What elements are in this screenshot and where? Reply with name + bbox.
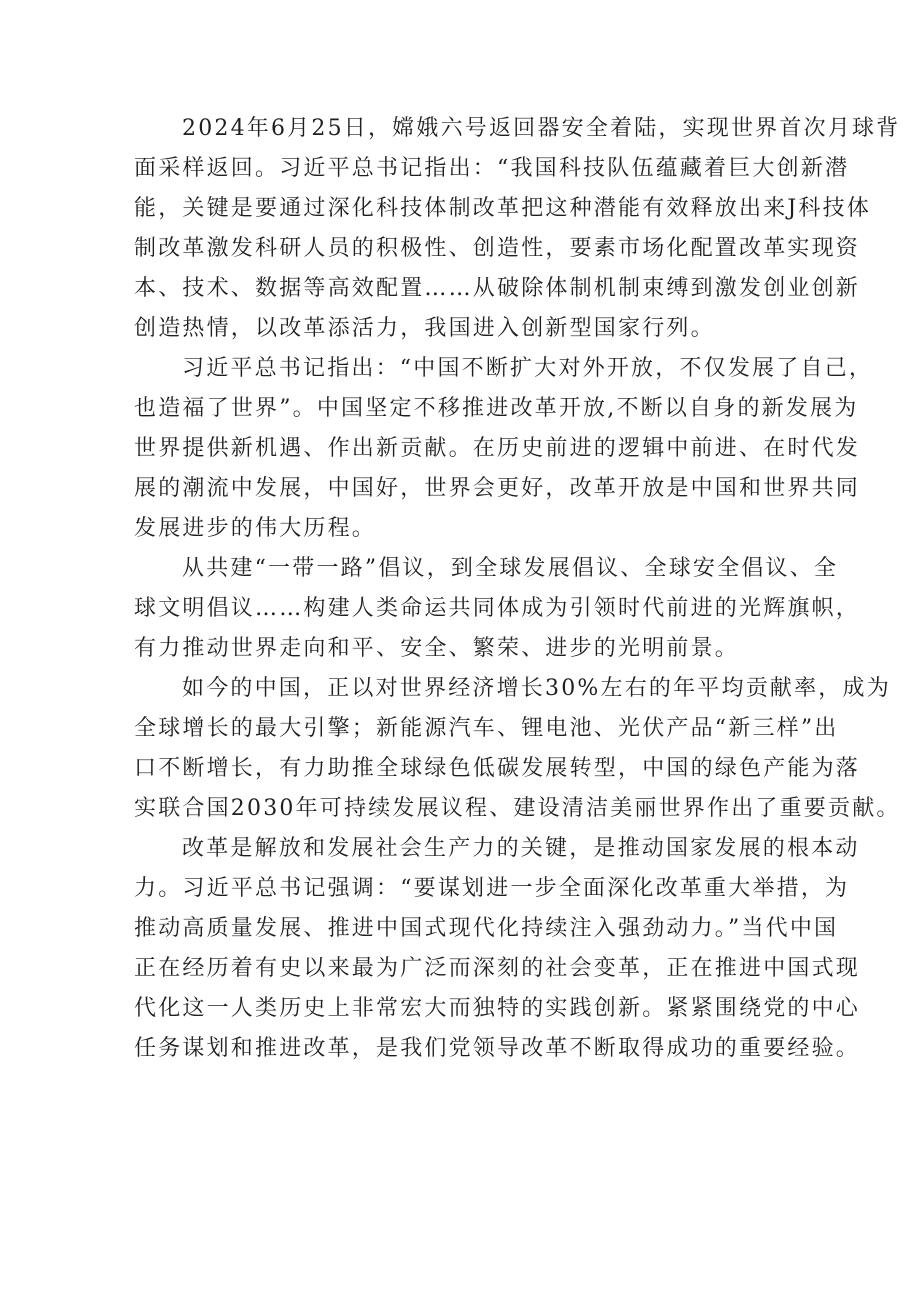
text-line: 习近平总书记指出：“中国不断扩大对外开放，不仅发展了自己， (182, 356, 874, 381)
text-line: 如今的中国，正以对世界经济增长30%左右的年平均贡献率，成为 (182, 676, 891, 701)
paragraph-1 (134, 109, 901, 349)
text-line: 口不断增长，有力助推全球绿色低碳发展转型，中国的绿色产能为落 (134, 756, 861, 781)
text-line: 创造热情，以改革添活力，我国进入创新型国家行列。 (134, 316, 715, 341)
paragraph-2 (134, 349, 874, 549)
text-line: 球文明倡议……构建人类命运共同体成为引领时代前进的光辉旗帜， (134, 596, 861, 621)
text-line: 本、技术、数据等高效配置……从破除体制机制束缚到激发创业创新 (134, 276, 861, 301)
text-line: 正在经历着有史以来最为广泛而深刻的社会变革，正在推进中国式现 (134, 956, 861, 981)
text-line: 推动高质量发展、推进中国式现代化持续注入强劲动力。”当代中国 (134, 916, 839, 941)
document-body (134, 109, 901, 1069)
text-line: 发展进步的伟大历程。 (134, 516, 377, 541)
text-line: 任务谋划和推进改革，是我们党领导改革不断取得成功的重要经验。 (134, 1036, 861, 1061)
text-line: 2024年6月25日，嫦娥六号返回器安全着陆，实现世界首次月球背 (182, 116, 901, 141)
text-line: 改革是解放和发展社会生产力的关键，是推动国家发展的根本动 (182, 836, 860, 861)
text-line: 展的潮流中发展，中国好，世界会更好，改革开放是中国和世界共同 (134, 476, 861, 501)
text-line: 面采样返回。习近平总书记指出：“我国科技队伍蕴藏着巨大创新潜 (134, 156, 850, 181)
text-line: 从共建“一带一路”倡议，到全球发展倡议、全球安全倡议、全 (182, 556, 839, 581)
text-line: 力。习近平总书记强调：“要谋划进一步全面深化改革重大举措，为 (134, 876, 850, 901)
paragraph-4 (134, 669, 901, 829)
paragraph-3 (134, 549, 861, 669)
paragraph-5 (134, 829, 861, 1069)
text-line: 有力推动世界走向和平、安全、繁荣、进步的光明前景。 (134, 636, 740, 661)
text-line: 能，关键是要通过深化科技体制改革把这种潜能有效释放出来J科技体 (134, 196, 872, 221)
text-line: 制改革激发科研人员的积极性、创造性，要素市场化配置改革实现资 (134, 236, 861, 261)
text-line: 全球增长的最大引擎；新能源汽车、锂电池、光伏产品“新三样”出 (134, 716, 839, 741)
text-line: 世界提供新机遇、作出新贡献。在历史前进的逻辑中前进、在时代发 (134, 436, 861, 461)
text-line: 也造福了世界”。中国坚定不移推进改革开放,不断以自身的新发展为 (134, 396, 859, 421)
text-line: 代化这一人类历史上非常宏大而独特的实践创新。紧紧围绕党的中心 (134, 996, 861, 1021)
text-line: 实联合国2030年可持续发展议程、建设清洁美丽世界作出了重要贡献。 (134, 796, 901, 821)
